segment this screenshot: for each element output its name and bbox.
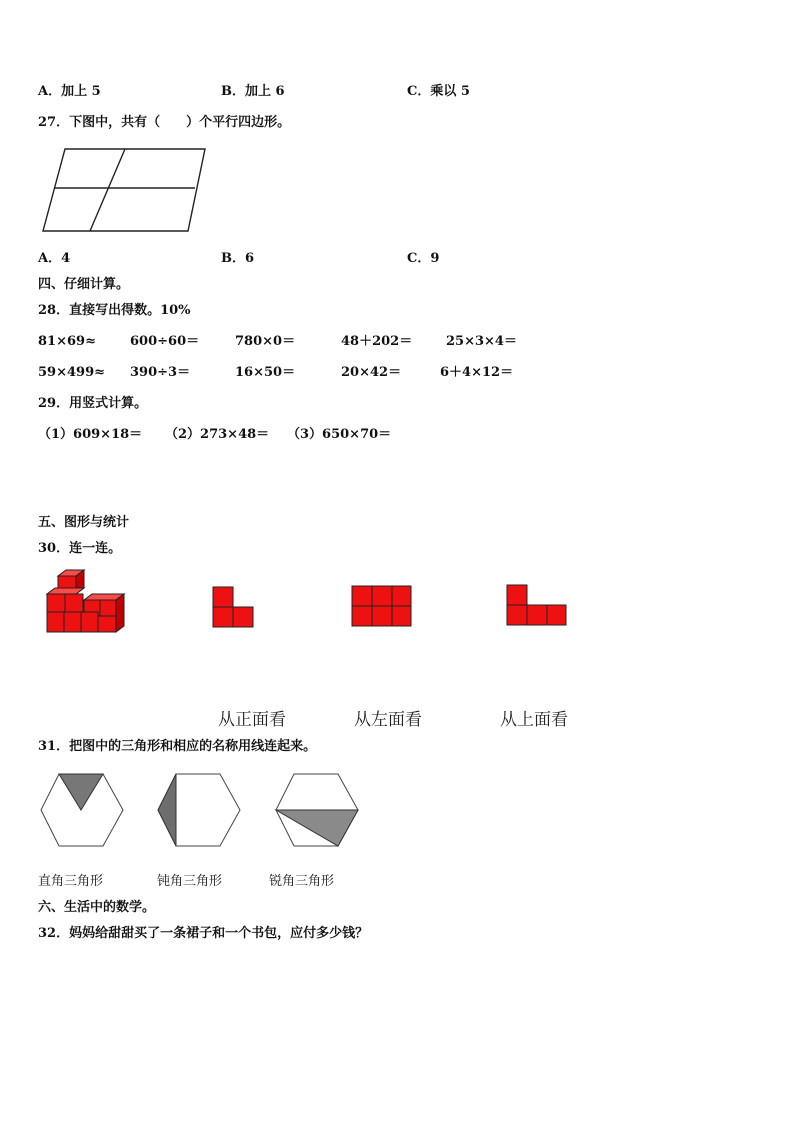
q28-r2-c2: 390÷3＝ xyxy=(130,365,191,380)
hexagon-figure-3 xyxy=(274,772,360,848)
triangle-label-obtuse: 钝角三角形 xyxy=(157,874,223,889)
hexagon-figure-1 xyxy=(39,772,125,848)
q28-r2-c1: 59×499≈ xyxy=(38,365,106,380)
q30-stem: 30．连一连。 xyxy=(38,541,122,556)
cube-solid-figure xyxy=(44,574,126,636)
section6-title: 六、生活中的数学。 xyxy=(38,900,156,915)
section4-title: 四、仔细计算。 xyxy=(38,277,130,292)
view-figure-l-shape xyxy=(212,586,256,628)
q29-item-3: （3）650×70＝ xyxy=(287,427,392,442)
q28-stem: 28．直接写出得数。10% xyxy=(38,303,191,318)
triangle-label-right: 直角三角形 xyxy=(38,874,104,889)
triangle-label-acute: 锐角三角形 xyxy=(269,874,335,889)
view-label-left: 从左面看 xyxy=(354,710,422,730)
q32-stem: 32．妈妈给甜甜买了一条裙子和一个书包，应付多少钱？ xyxy=(38,926,369,941)
parallelogram-figure xyxy=(40,146,210,236)
q28-r2-c5: 6＋4×12＝ xyxy=(440,365,514,380)
section5-title: 五、图形与统计 xyxy=(38,515,130,530)
view-figure-rectangle xyxy=(351,585,413,627)
q29-item-1: （1）609×18＝ xyxy=(38,427,143,442)
q26-option-b[interactable]: B．加上 6 xyxy=(221,84,285,99)
q27-stem: 27．下图中，共有（ ）个平行四边形。 xyxy=(38,115,291,130)
q28-r2-c4: 20×42＝ xyxy=(341,365,402,380)
q29-stem: 29．用竖式计算。 xyxy=(38,396,148,411)
view-label-front: 从正面看 xyxy=(218,710,286,730)
q27-option-a[interactable]: A．4 xyxy=(38,251,71,266)
q28-r1-c4: 48＋202＝ xyxy=(341,334,413,349)
q26-option-a[interactable]: A．加上 5 xyxy=(38,84,101,99)
q29-item-2: （2）273×48＝ xyxy=(165,427,270,442)
q28-r1-c1: 81×69≈ xyxy=(38,334,96,349)
q27-option-b[interactable]: B．6 xyxy=(221,251,255,266)
q28-r1-c5: 25×3×4＝ xyxy=(446,334,517,349)
view-label-top: 从上面看 xyxy=(500,710,568,730)
q31-stem: 31．把图中的三角形和相应的名称用线连起来。 xyxy=(38,739,317,754)
q28-r2-c3: 16×50＝ xyxy=(235,365,296,380)
hexagon-figure-2 xyxy=(156,772,242,848)
view-figure-step-shape xyxy=(506,584,568,626)
q28-r1-c2: 600÷60＝ xyxy=(130,334,200,349)
q28-r1-c3: 780×0＝ xyxy=(235,334,296,349)
q26-option-c[interactable]: C．乘以 5 xyxy=(407,84,470,99)
q27-option-c[interactable]: C．9 xyxy=(407,251,440,266)
